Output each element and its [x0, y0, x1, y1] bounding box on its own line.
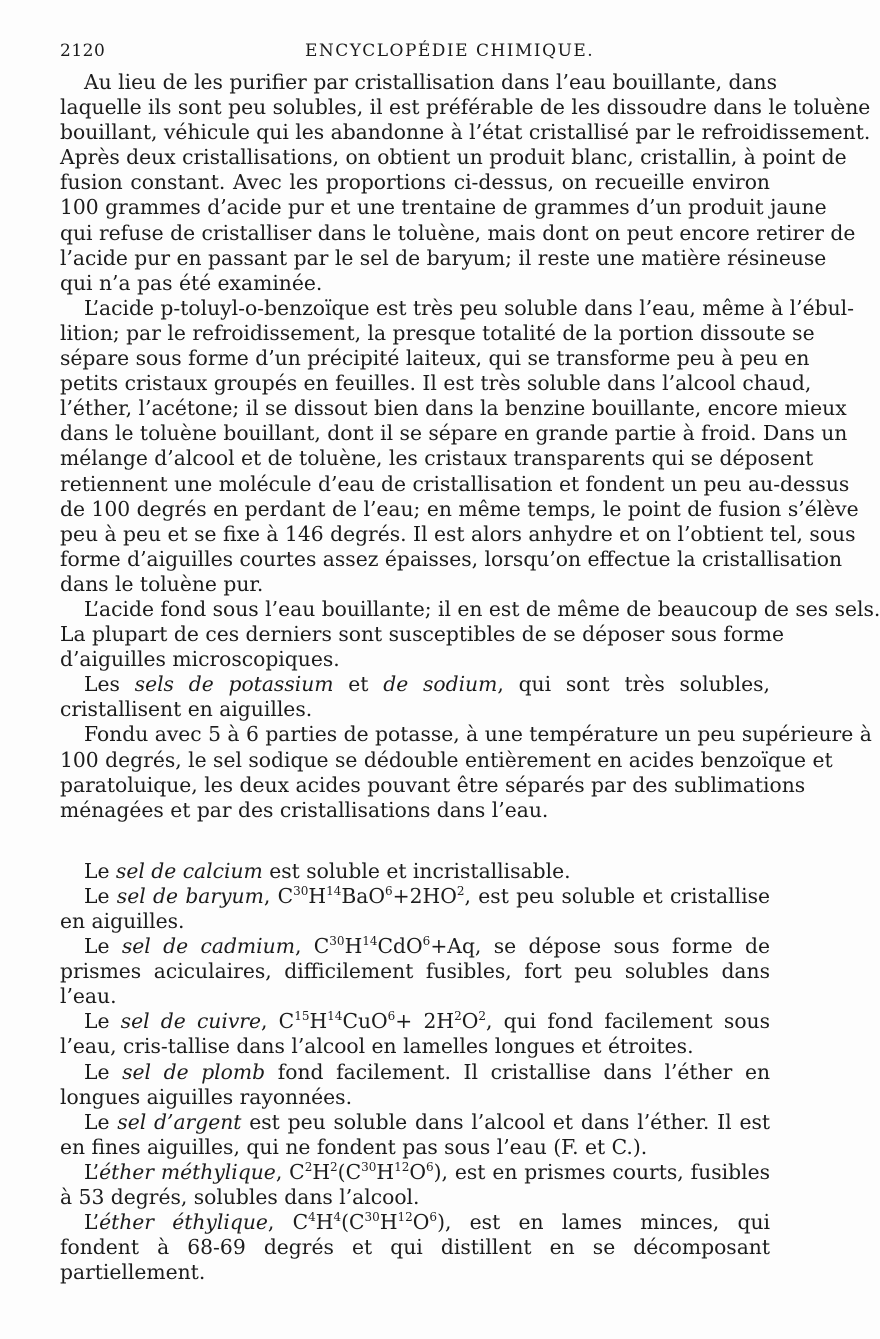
text-line: l’acide pur en passant par le sel de baryum; il reste une matière résineuse	[60, 245, 827, 270]
text-line: l’éther, l’acétone; il se dissout bien dans la benzine bouillante, encore mieux	[60, 396, 847, 421]
formula-superscript: 6	[385, 883, 393, 898]
text-run: BaO	[341, 883, 386, 908]
text-line: qui refuse de cristalliser dans le toluène, mais dont on peut encore retirer de	[60, 220, 856, 245]
text-run: est soluble et incristallisable.	[262, 858, 571, 883]
text-run: H	[312, 1159, 331, 1184]
text-line: peu à peu et se fixe à 146 degrés. Il est alors anhydre et on l’obtient tel, sous	[60, 521, 856, 546]
text-run: H	[376, 1159, 395, 1184]
formula-superscript: 14	[327, 1009, 343, 1024]
italic-term: éther méthylique	[99, 1159, 276, 1184]
formula-superscript: 6	[422, 934, 431, 949]
text-run: H	[309, 1009, 328, 1034]
formula-superscript: 15	[294, 1009, 310, 1024]
italic-term: sel de cadmium	[121, 934, 295, 959]
italic-term: sel de calcium	[115, 858, 263, 883]
text-line: laquelle ils sont peu solubles, il est préférable de les dissoudre dans le toluène	[60, 95, 871, 120]
text-run: H	[308, 883, 327, 908]
text-line: lition; par le refroidissement, la presque totalité de la portion dissoute se	[60, 320, 815, 345]
formula-superscript: 30	[364, 1210, 380, 1225]
text-line: ménagées et par des cristallisations dans l’eau.	[60, 797, 549, 822]
text-run: Le	[84, 934, 122, 959]
text-line: L’acide fond sous l’eau bouillante; il en est de même de beaucoup de ses sels.	[84, 596, 880, 621]
page-number: 2120	[60, 41, 106, 61]
text-run: Le	[84, 1109, 118, 1134]
text-run: , qui fond facilement sous l’eau, cris-tallise dans l’alcool en lamelles longues et étroites.	[60, 1009, 770, 1059]
text-run: (C	[341, 1210, 365, 1235]
running-title: ENCYCLOPÉDIE CHIMIQUE.	[305, 41, 595, 61]
text-run: +2HO	[392, 883, 457, 908]
text-line: La plupart de ces derniers sont susceptibles de se déposer sous forme	[60, 622, 784, 647]
text-line: petits cristaux groupés en feuilles. Il est très soluble dans l’alcool chaud,	[60, 371, 812, 396]
formula-superscript: 6	[429, 1210, 438, 1225]
text-run: ), est en lames minces, qui fondent à 68-69 degrés et qui distillent en se décomposant partiellement.	[60, 1210, 770, 1285]
text-run: Le	[84, 1059, 123, 1084]
text-run: H	[344, 934, 363, 959]
running-header	[60, 37, 770, 65]
italic-term: sels de potassium	[134, 672, 334, 697]
text-line: mélange d’alcool et de toluène, les cristaux transparents qui se déposent	[60, 446, 814, 471]
text-run: H	[315, 1210, 334, 1235]
text-line: fusion constant. Avec les proportions ci-dessus, on recueille environ	[60, 170, 770, 195]
text-run: +Aq, se dépose sous forme de prismes aciculaires, difficilement fusibles, fort peu solubles dans l’eau.	[60, 934, 770, 1009]
paragraph	[60, 884, 770, 934]
text-line: L’acide p-toluyl-o-benzoïque est très peu soluble dans l’eau, même à l’ébul-	[84, 295, 854, 320]
formula-superscript: 4	[308, 1210, 316, 1225]
text-run: H	[379, 1210, 398, 1235]
text-run: , C	[275, 1159, 305, 1184]
formula-superscript: 4	[333, 1210, 342, 1225]
paragraph	[60, 1210, 770, 1285]
text-line: Au lieu de les purifier par cristallisation dans l’eau bouillante, dans	[84, 70, 778, 94]
italic-term: sel de baryum	[116, 883, 264, 908]
text-line: d’aiguilles microscopiques.	[60, 647, 340, 672]
formula-superscript: 6	[425, 1159, 434, 1174]
text-run: O	[461, 1009, 479, 1034]
paragraph	[60, 596, 880, 672]
text-line: de 100 degrés en perdant de l’eau; en même temps, le point de fusion s’élève	[60, 496, 859, 521]
text-line: forme d’aiguilles courtes assez épaisses, lorsqu’on effectue la cristallisation	[60, 546, 843, 571]
formula-superscript: 2	[330, 1159, 338, 1174]
text-run: Le	[84, 858, 116, 883]
italic-term: éther éthylique	[99, 1210, 268, 1235]
italic-term: sel d’argent	[117, 1109, 242, 1134]
paragraph	[60, 1009, 770, 1059]
text-run: CuO	[342, 1009, 388, 1034]
text-line: dans le toluène bouillant, dont il se sépare en grande partie à froid. Dans un	[60, 421, 848, 446]
italic-term: de sodium	[383, 672, 498, 697]
formula-superscript: 12	[394, 1159, 410, 1174]
formula-superscript: 14	[362, 934, 378, 949]
formula-superscript: 30	[293, 883, 309, 898]
paragraph	[60, 1060, 770, 1110]
text-line: Après deux cristallisations, on obtient un produit blanc, cristallin, à point de	[60, 145, 847, 170]
text-run: , C	[267, 1210, 309, 1235]
paragraph	[60, 1110, 770, 1160]
text-run: Les	[84, 672, 135, 697]
text-run: et	[333, 672, 384, 697]
formula-superscript: 12	[397, 1210, 413, 1225]
paragraph	[60, 722, 872, 822]
text-line: 100 degrés, le sel sodique se dédouble entièrement en acides benzoïque et	[60, 747, 833, 772]
formula-superscript: 2	[454, 1009, 462, 1024]
text-run: CdO	[377, 934, 423, 959]
text-line: 100 grammes d’acide pur et une trentaine de grammes d’un produit jaune	[60, 195, 827, 220]
formula-superscript: 30	[329, 934, 345, 949]
formula-superscript: 14	[326, 883, 342, 898]
paragraph	[60, 859, 770, 884]
section-gap	[60, 823, 770, 859]
text-line: Fondu avec 5 à 6 parties de potasse, à une température un peu supérieure à	[84, 722, 872, 747]
text-line: sépare sous forme d’un précipité laiteux, qui se transforme peu à peu en	[60, 346, 810, 371]
italic-term: sel de plomb	[122, 1059, 266, 1084]
text-run: , C	[294, 934, 330, 959]
text-line: paratoluique, les deux acides pouvant être séparés par des sublimations	[60, 772, 806, 797]
formula-superscript: 2	[456, 883, 465, 898]
text-line: retiennent une molécule d’eau de cristallisation et fondent un peu au-dessus	[60, 471, 850, 496]
text-run: + 2H	[395, 1009, 455, 1034]
text-run: Le	[84, 1009, 121, 1034]
text-run: est peu soluble dans l’alcool et dans l’éther. Il est en fines aiguilles, qui ne fondent pas sous l’eau (F. et C.).	[60, 1109, 771, 1159]
text-run: , C	[261, 1009, 295, 1034]
text-run: , est peu soluble et cristallise en aiguilles.	[60, 883, 771, 933]
text-run: fond facilement. Il cristallise dans l’éther en longues aiguilles rayonnées.	[60, 1059, 771, 1109]
formula-superscript: 30	[361, 1159, 377, 1174]
text-run: Le	[84, 883, 117, 908]
text-run: O	[412, 1210, 430, 1235]
formula-superscript: 6	[387, 1009, 396, 1024]
paragraph	[60, 934, 770, 1009]
text-run: , qui sont très solubles, cristallisent en aiguilles.	[60, 672, 770, 722]
text-run: ), est en prismes courts, fusibles à 53 degrés, solubles dans l’alcool.	[60, 1159, 770, 1210]
text-run: (C	[337, 1159, 362, 1184]
text-run: L’	[84, 1210, 100, 1235]
text-line: bouillant, véhicule qui les abandonne à l’état cristallisé par le refroidissement.	[60, 120, 871, 145]
paragraph	[60, 295, 859, 597]
text-line: dans le toluène pur.	[60, 571, 264, 596]
paragraph	[60, 672, 770, 722]
formula-superscript: 2	[478, 1009, 486, 1024]
text-run: , C	[263, 883, 294, 908]
paragraph	[60, 70, 871, 296]
body-text	[60, 70, 880, 1285]
text-line: qui n’a pas été examinée.	[60, 270, 323, 295]
paragraph	[60, 1160, 770, 1210]
text-run: O	[409, 1159, 426, 1184]
italic-term: sel de cuivre	[120, 1009, 262, 1034]
text-run: L’	[84, 1159, 100, 1184]
formula-superscript: 2	[304, 1159, 313, 1174]
